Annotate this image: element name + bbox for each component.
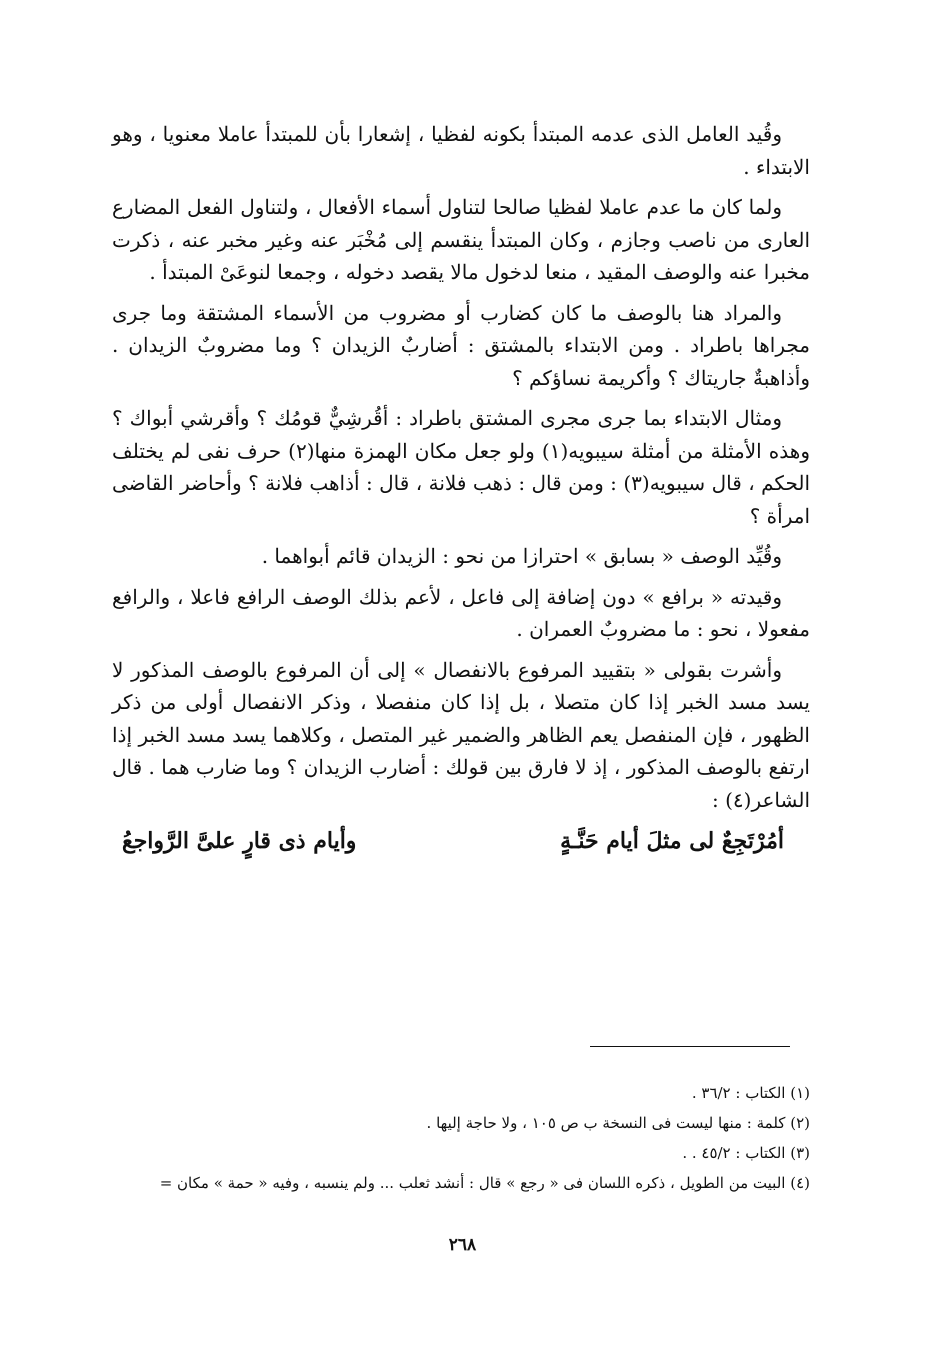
paragraph-5: وقُيِّد الوصف « بسابق » احترازا من نحو : الزيدان قائم أبواهما . xyxy=(261,544,782,568)
paragraph-7: وأشرت بقولى « بتقييد المرفوع بالانفصال » إلى أن المرفوع بالوصف المذكور لا يسد مسد الخبر إذا كان متصلا ، بل إذا كان منفصلا ، وذكر الانفصال أولى من ذكر الظهور ، فإن المنفصل يعم الظاهر والضمير غير المتصل ، وكلاهما يسد مسد الخبر إذا ارتفع بالوصف المذكور ، إذ لا فارق بين قولك : أضارب الزيدان ؟ وما ضارب هما . قال الشاعر(٤) : xyxy=(112,657,810,812)
poetry-verse xyxy=(122,824,784,858)
page-number: ٢٦٨ xyxy=(448,1235,477,1255)
footnote-2: (٢) كلمة : منها ليست فى النسخة ب ص ١٠٥ ، ولا حاجة إليها . xyxy=(426,1114,810,1132)
verse-second-hemistich: وأيام ذى قارٍ علىَّ الرَّواجعُ xyxy=(122,828,357,854)
main-text xyxy=(112,118,810,858)
paragraph-4: ومثال الابتداء بما جرى مجرى المشتق باطراد : أقُرشِيٌّ قومُك ؟ وأقرشي أبواك ؟ وهذه الأمثلة من أمثلة سيبويه(١) ولو جعل مكان الهمزة منها(٢) حرف نفى لم يختلف الحكم ، قال سيبويه(٣) : ومن قال : ذهب فلانة ، قال : أذاهب فلانة ؟ وأحاضر القاضى امرأة ؟ xyxy=(112,406,811,528)
footnote-divider xyxy=(590,1046,790,1047)
paragraph-2: ولما كان ما عدم عاملا لفظيا صالحا لتناول أسماء الأفعال ، ولتناول الفعل المضارع العارى من ناصب وجازم ، وكان المبتدأ ينقسم إلى مُخْبَر عنه وغير مخبر عنه ، ذكرت مخبرا عنه والوصف المقيد ، منعا لدخول مالا يقصد دخوله ، وجمعا لنوعَىْ المبتدأ . xyxy=(112,195,810,284)
footnote-1: (١) الكتاب : ٣٦/٢ . xyxy=(691,1084,810,1102)
footnotes xyxy=(112,1078,810,1198)
verse-first-hemistich: أمُرْتَجِعٌ لى مثلَ أيام حَنَّـةٍ xyxy=(560,828,784,854)
paragraph-6: وقيدته « برافع » دون إضافة إلى فاعل ، لأعم بذلك الوصف الرافع فاعلا ، والرافع مفعولا ، نحو : ما مضروبٌ العمران . xyxy=(112,584,810,641)
paragraph-3: والمراد هنا بالوصف ما كان كضارب أو مضروب من الأسماء المشتقة وما جرى مجراها باطراد . ومن الابتداء بالمشتق : أضاربٌ الزيدان ؟ وما مضروبٌ الزيدان . وأذاهبةٌ جاريتاك ؟ وأكريمة نساؤكم ؟ xyxy=(112,300,810,390)
paragraph-1: وقُيد العامل الذى عدمه المبتدأ بكونه لفظيا ، إشعارا بأن للمبتدأ عاملا معنويا ، وهو الابتداء . xyxy=(112,122,810,179)
footnote-4: (٤) البيت من الطويل ، ذكره اللسان فى « رجع » قال : أنشد ثعلب ... ولم ينسبه ، وفيه « حمة » مكان = xyxy=(159,1174,810,1192)
footnote-3: (٣) الكتاب : ٤٥/٢ . . xyxy=(682,1144,810,1162)
